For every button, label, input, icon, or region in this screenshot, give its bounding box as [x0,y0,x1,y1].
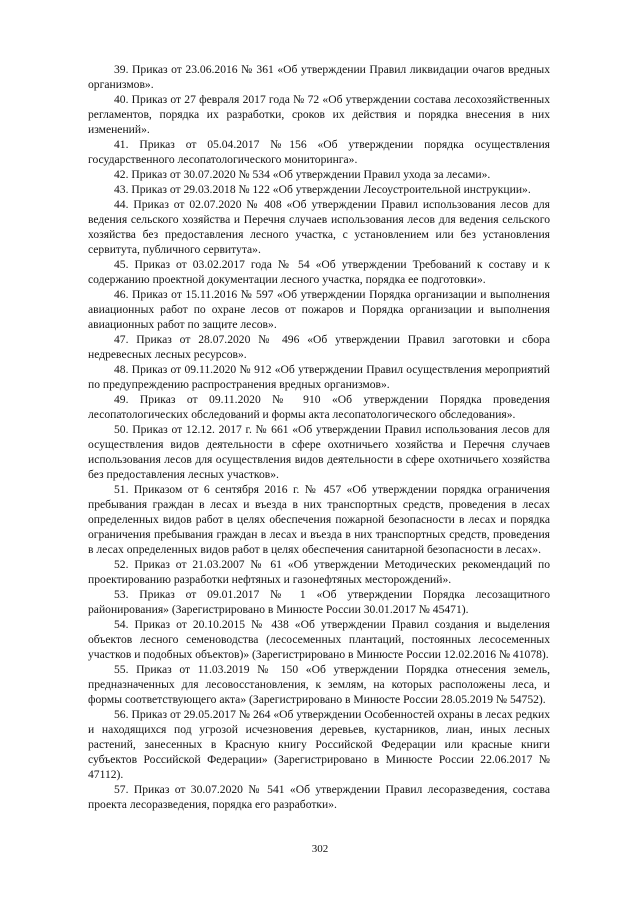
list-item-53: 53. Приказ от 09.01.2017 № 1 «Об утверждении Порядка лесозащитного районирования» (Зарегистрировано в Минюсте России 30.01.2017 № 45471). [88,588,550,616]
list-item-52: 52. Приказ от 21.03.2007 № 61 «Об утверждении Методических рекомендаций по проектированию разработки нефтяных и газонефтяных месторождений». [88,558,550,586]
list-item-47: 47. Приказ от 28.07.2020 № 496 «Об утверждении Правил заготовки и сбора недревесных лесных ресурсов». [88,333,550,361]
list-item-44: 44. Приказ от 02.07.2020 № 408 «Об утверждении Правил использования лесов для ведения сельского хозяйства и Перечня случаев использования лесов для ведения сельского хозяйства без предоставления лесного участка, с установлением или без установления сервитута, публичного сервитута». [88,198,550,256]
list-item-45: 45. Приказ от 03.02.2017 года № 54 «Об утверждении Требований к составу и к содержанию проектной документации лесного участка, порядка ее подготовки». [88,258,550,286]
list-item-54: 54. Приказ от 20.10.2015 № 438 «Об утверждении Правил создания и выделения объектов лесного семеноводства (лесосеменных плантаций, постоянных лесосеменных участков и подобных объектов)» (Зарегистрировано в Минюсте России 12.02.2016 № 41078). [88,618,550,661]
list-item-43: 43. Приказ от 29.03.2018 № 122 «Об утверждении Лесоустроительной инструкции». [114,183,531,196]
list-item-39: 39. Приказ от 23.06.2016 № 361 «Об утверждении Правил ликвидации очагов вредных организмов». [88,63,550,91]
list-item-55: 55. Приказ от 11.03.2019 № 150 «Об утверждении Порядка отнесения земель, предназначенных для лесовосстановления, к землям, на которых расположены леса, и формы соответствующего акта» (Зарегистрировано в Минюсте России 28.05.2019 № 54752). [88,663,550,706]
list-item-57: 57. Приказ от 30.07.2020 № 541 «Об утверждении Правил лесоразведения, состава проекта лесоразведения, порядка его разработки». [88,783,550,811]
list-item-48: 48. Приказ от 09.11.2020 № 912 «Об утверждении Правил осуществления мероприятий по предупреждению распространения вредных организмов». [88,363,550,391]
list-item-41: 41. Приказ от 05.04.2017 №156 «Об утверждении порядка осуществления государственного лесопатологического мониторинга». [88,138,550,166]
list-item-56: 56. Приказ от 29.05.2017 № 264 «Об утверждении Особенностей охраны в лесах редких и находящихся под угрозой исчезновения деревьев, кустарников, лиан, иных лесных растений, занесенных в Красную книгу Российской Федерации или красные книги субъектов Российской Федерации» (Зарегистрировано в Минюсте России 22.06.2017 № 47112). [88,708,550,781]
list-item-46: 46. Приказ от 15.11.2016 № 597 «Об утверждении Порядка организации и выполнения авиационных работ по охране лесов от пожаров и Порядка организации и выполнения авиационных работ по защите лесов». [88,288,550,331]
list-item-49: 49. Приказ от 09.11.2020 № 910 «Об утверждении Порядка проведения лесопатологических обследований и формы акта лесопатологического обследования». [88,393,550,421]
document-body [88,62,550,812]
page-number: 302 [311,843,329,855]
list-item-42: 42. Приказ от 30.07.2020 № 534 «Об утверждении Правил ухода за лесами». [114,168,491,181]
list-item-50: 50. Приказ от 12.12. 2017 г. № 661 «Об утверждении Правил использования лесов для осуществления видов деятельности в сфере охотничьего хозяйства и Перечня случаев использования лесов для осуществления видов деятельности в сфере охотничьего хозяйства без предоставления лесных участков». [88,423,550,481]
list-item-40: 40. Приказ от 27 февраля 2017 года № 72 «Об утверждении состава лесохозяйственных регламентов, порядка их разработки, сроков их действия и порядка внесения в них изменений». [88,93,550,136]
list-item-51: 51. Приказом от 6 сентября 2016 г. № 457 «Об утверждении порядка ограничения пребывания граждан в лесах и въезда в них транспортных средств, проведения в лесах определенных видов работ в целях обеспечения пожарной безопасности в лесах и порядка ограничения пребывания граждан в лесах и въезда в них транспортных средств, проведения в лесах определенных видов работ в целях обеспечения санитарной безопасности в лесах». [88,483,550,556]
